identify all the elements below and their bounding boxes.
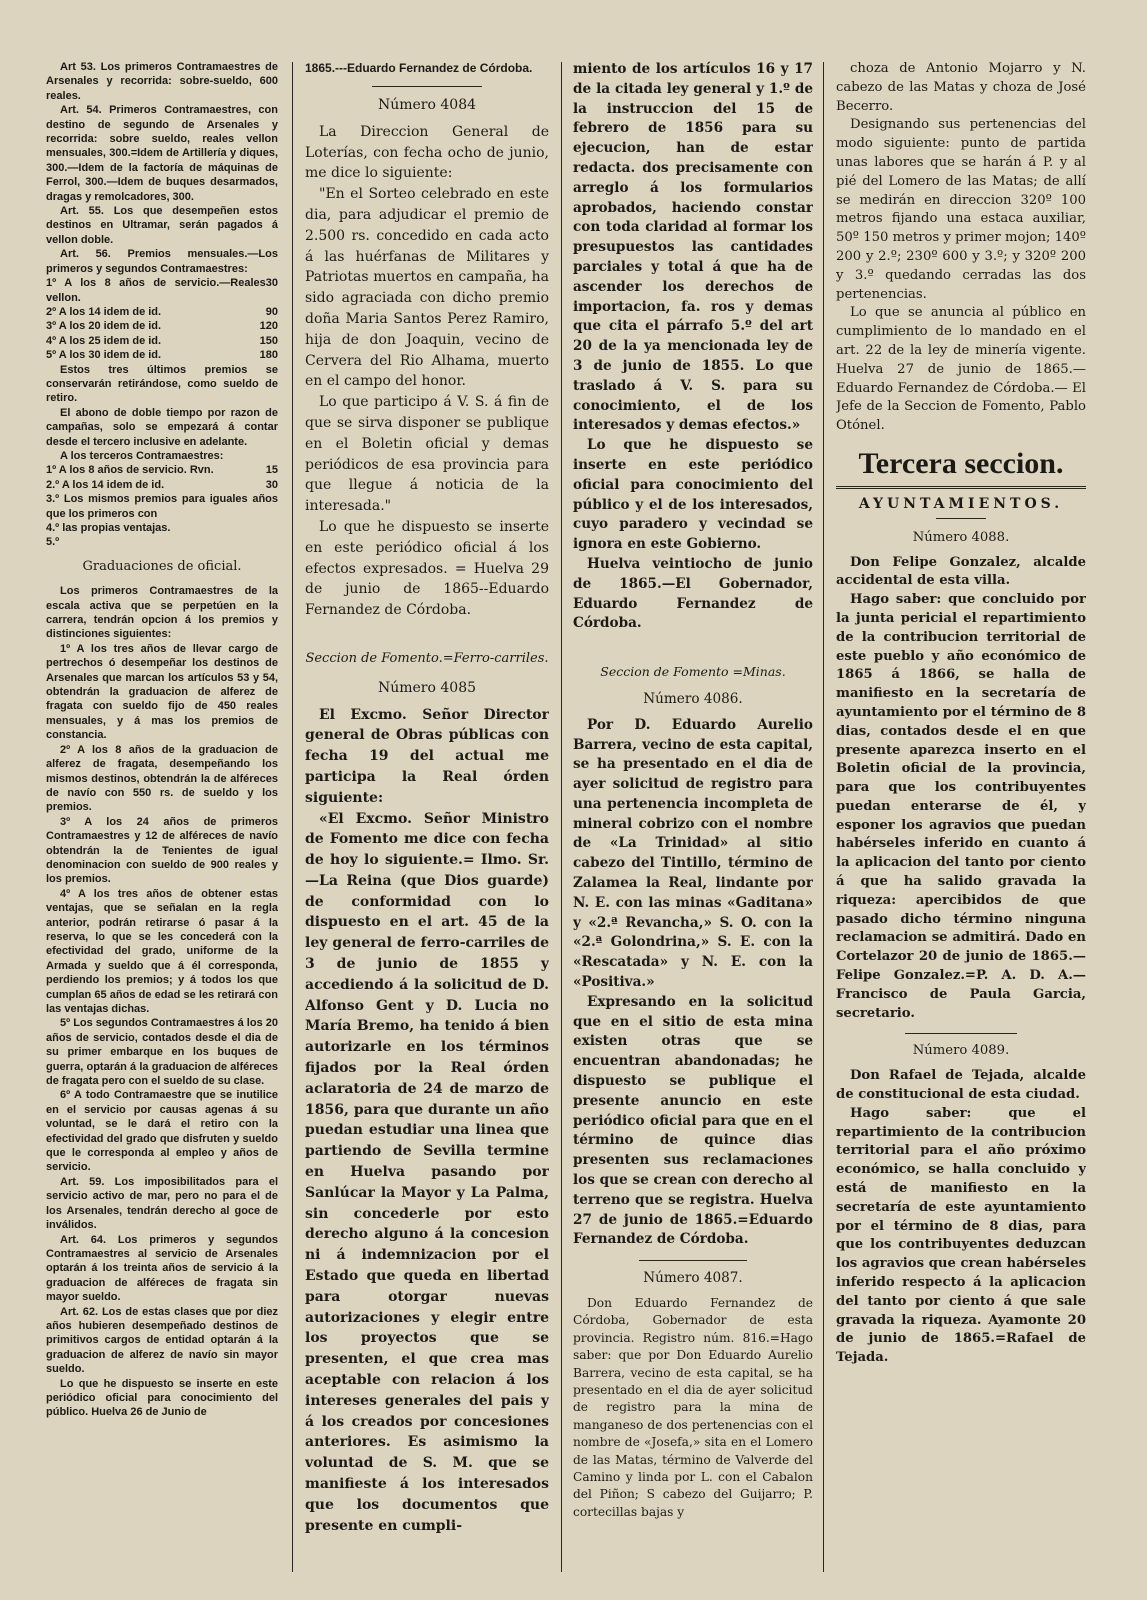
notice-number: Número 4088. <box>912 529 1010 545</box>
article-paragraph: El abono de doble tiempo por razon de campañas, solo se empezará á contar desde el tercero inclusive en adelante. <box>46 406 278 448</box>
premium-row: 5º A los 30 idem de id. 180 <box>46 349 278 362</box>
notice-number: Número 4089. <box>912 1043 1010 1059</box>
premium-note: 3.º Los mismos premios para iguales años que los primeros con <box>46 493 278 520</box>
divider <box>372 86 482 87</box>
notice-paragraph: Lo que se anuncia al público en cumplimiento de lo mandado en el art. 22 de la ley de minería vigente. Huelva 27 de junio de 1865.— Eduardo Fernandez de Córdoba.— El Jefe de la Seccion de Fomento, Pablo Otónel. <box>836 305 1086 434</box>
section-label: Seccion de Fomento.=Ferro-carriles. <box>305 650 549 666</box>
article-paragraph: Lo que he dispuesto se inserte en este periódico oficial para conocimiento del público. Huelva 26 de Junio de <box>46 1377 278 1419</box>
article-paragraph: Art. 64. Los primeros y segundos Contramaestres al servicio de Arsenales optarán á los treinta años de servicio á la graduacion de alféreces de fragata sin mayor sueldo. <box>46 1233 278 1304</box>
article-paragraph: Art. 54. Primeros Contramaestres, con destino de segundo de Arsenales y recorrida: sobre sueldo, reales vellon mensuales, 300.=Idem de Artillería y diques, 300.—Idem de la factoría de máquinas de Ferrol, 300.—Idem de buques desarmados, dragas y remolcadores, 300. <box>46 104 278 203</box>
divider <box>936 518 986 519</box>
column-4 <box>836 60 1086 1578</box>
section-subheading: AYUNTAMIENTOS. <box>858 495 1064 512</box>
column-2 <box>305 60 549 1578</box>
section-heading: Tercera seccion. <box>836 446 1086 489</box>
column-rule <box>561 62 562 1572</box>
article-paragraph: Art 53. Los primeros Contramaestres de Arsenales y recorrida: sobre-sueldo, 600 reales. <box>46 61 278 102</box>
premium-row: 2º A los 14 idem de id. 90 <box>46 305 278 318</box>
notice-paragraph: Lo que participo á V. S. á fin de que se sirva disponer se publique en el Boletin oficial y demas periódicos de esa provincia para que llegue á noticia de la interesada." <box>305 394 549 515</box>
premium-row: 3º A los 20 idem de id. 120 <box>46 320 278 333</box>
notice-paragraph: Por D. Eduardo Aurelio Barrera, vecino de esta capital, se ha presentado en el dia de ayer solicitud de registro para una pertenencia incompleta de mineral cobrizo con el nombre de «La Trinidad» al sitio cabezo del Tintillo, término de Zalamea la Real, lindante por N. E. con las minas «Gaditana» y «2.ª Revancha,» S. O. con la «2.ª Golondrina,» S. E. con la «Rescatada» y N. E. con la «Positiva.» <box>573 716 813 991</box>
article-paragraph: 2º A los 8 años de la graduacion de alferez de fragata, desempeñando los mismos destinos, obtendrán la de alféreces de navío con 550 rs. de sueldo y los premios. <box>46 743 278 814</box>
column-1 <box>46 60 278 1578</box>
section-title: Graduaciones de oficial. <box>82 558 242 574</box>
signature-line: 1865.---Eduardo Fernandez de Córdoba. <box>305 61 533 75</box>
article-paragraph: 1º A los tres años de llevar cargo de pertrechos ó desempeñar los destinos de Arsenales que marcan los artículos 53 y 54, obtendrán la graduacion de alferez de fragata con sueldo fijo de 450 reales mensuales, y á mas los premios de constancia. <box>46 642 278 742</box>
notice-paragraph: miento de los artículos 16 y 17 de la citada ley general y 1.º de la instruccion del 15 de febrero de 1856 para su ejecucion, han de estar redacta. dos precisamente con arreglo á los formularios aprobados, haciendo constar con toda claridad al formar los presupuestos las cantidades parciales y total á que ha de ascender los derechos de importacion, fa. ros y demas que cita el párrafo 5.º del art 20 de la ya mencionada ley de 3 de junio de 1855. Lo que traslado á V. S. para su conocimiento, el de los interesados y demas efectos.» <box>573 61 813 434</box>
premium-note: 5.º <box>46 536 60 549</box>
divider <box>639 1260 747 1261</box>
divider <box>905 1033 1018 1034</box>
article-paragraph: A los terceros Contramaestres: <box>60 449 224 462</box>
premium-row: 1º A los 8 años de servicio.—Reales vellon. 30 <box>46 277 278 304</box>
notice-paragraph: El Excmo. Señor Director general de Obras públicas con fecha 19 del actual me participa la Real órden siguiente: <box>305 706 549 806</box>
notice-paragraph: Hago saber: que el repartimiento de la contribucion territorial para el año próximo económico, se halla concluido y está de manifiesto en la secretaría de este ayuntamiento por el término de 8 dias, para que los contribuyentes deduzcan los agravios que crean habérseles inferido respecto á la aplicacion del tanto por ciento á que sale gravada la riqueza. Ayamonte 20 de junio de 1865.=Rafael de Tejada. <box>836 1105 1086 1366</box>
notice-number: Número 4084 <box>377 97 477 113</box>
article-paragraph: 4º A los tres años de obtener estas ventajas, que se señalan en la regla anterior, podrán retirarse ó pasar á la reserva, lo que se les concederá con la efectividad del grado, uniforme de la Armada y sueldo que á él corresponda, perdiendo los premios; y á todos los que cumplan 65 años de edad se les retirará con las ventajas dichas. <box>46 887 278 1015</box>
notice-paragraph: Don Felipe Gonzalez, alcalde accidental de esta villa. <box>836 554 1086 589</box>
notice-paragraph: Huelva veintiocho de junio de 1865.—El Gobernador, Eduardo Fernandez de Córdoba. <box>573 555 813 632</box>
notice-paragraph: Designando sus pertenencias del modo siguiente: punto de partida unas labores que se harán á P. y al pié del Lomero de las Matas; de allí se medirán en direccion 320º 100 metros fijando una estaca auxiliar, 50º 150 metros y primer mojon; 140º 200 y 2.º; 230º 600 y 3.º; y 320º 200 y 3.º quedando cerradas las dos pertenencias. <box>836 117 1086 302</box>
notice-paragraph: Expresando en la solicitud que en el sitio de esta mina existen otras que se encuentran abandonadas; he dispuesto se publique el presente anuncio en este periódico oficial para que en el término de quince dias presenten sus reclamaciones los que se crean con derecho al terreno que se registra. Huelva 27 de junio de 1865.=Eduardo Fernandez de Córdoba. <box>573 993 813 1248</box>
notice-number: Número 4087. <box>643 1270 743 1287</box>
article-paragraph: Art. 59. Los imposibilitados para el servicio activo de mar, pero no para el de los Arsenales, tendrán derecho al goce de inválidos. <box>46 1175 278 1232</box>
premium-row: 2.º A los 14 idem de id. 30 <box>46 478 278 491</box>
notice-paragraph: Lo que he dispuesto se inserte en este periódico oficial para conocimiento del público y el de los interesados, cuyo paradero y vecindad se ignora en este Gobierno. <box>573 437 813 553</box>
article-paragraph: Los primeros Contramaestres de la escala activa que se perpetúen en la carrera, tendrán opcion á los premios y distinciones siguientes: <box>46 585 278 641</box>
column-rule <box>292 62 293 1572</box>
premium-row: 1º A los 8 años de servicio. Rvn. 15 <box>46 464 278 477</box>
column-3 <box>573 60 813 1578</box>
premium-row: 4º A los 25 idem de id. 150 <box>46 334 278 347</box>
notice-paragraph: choza de Antonio Mojarro y N. cabezo de las Matas y choza de José Becerro. <box>836 61 1086 114</box>
article-paragraph: 6º A todo Contramaestre que se inutilice en el servicio por causas agenas á su voluntad, se le dará el retiro con la efectividad del grado que disfruten y sueldo que le corresponda al empleo y años de servicio. <box>46 1089 278 1174</box>
notice-paragraph: La Direccion General de Loterías, con fecha ocho de junio, me dice lo siguiente: <box>305 123 549 182</box>
notice-paragraph: «El Excmo. Señor Ministro de Fomento me dice con fecha de hoy lo siguiente.= Ilmo. Sr.—La Reina (que Dios guarde) de conformidad con lo dispuesto en el art. 45 de la ley general de ferro-carriles de 3 de junio de 1855 y accediendo á la solicitud de D. Alfonso Gent y D. Lucia no María Bremo, ha tenido á bien autorizarle en los términos fijados por la Real órden aclaratoria de 24 de marzo de 1856, para que durante un año puedan estudiar una linea que partiendo de Sevilla termine en Huelva pasando por Sanlúcar la Mayor y La Palma, sin concederle por esto derecho alguno á la concesion ni á indemnizacion por el Estado que queda en libertad para otorgar nuevas autorizaciones y elegir entre los proyectos que se presenten, el que crea mas aceptable con relacion á los intereses generales del pais y á los creados por concesiones anteriores. Es asimismo la voluntad de S. M. que se manifieste á los interesados que los documentos que presente en cumpli- <box>305 810 549 1534</box>
notice-paragraph: Don Rafael de Tejada, alcalde de constitucional de esta ciudad. <box>836 1068 1086 1103</box>
section-label: Seccion de Fomento =Minas. <box>600 664 786 680</box>
article-paragraph: Art. 55. Los que desempeñen estos destinos en Ultramar, serán pagados á vellon doble. <box>46 205 278 246</box>
article-paragraph: Art. 62. Los de estas clases que por diez años hubieren desempeñado destinos de primitivos cargos de entidad optarán á la graduacion de alferez de navío sin mayor sueldo. <box>46 1305 278 1376</box>
article-paragraph: Estos tres últimos premios se conservarán retirándose, como sueldo de retiro. <box>46 363 278 405</box>
premium-note: 4.º las propias ventajas. <box>46 522 171 534</box>
notice-paragraph: Don Eduardo Fernandez de Córdoba, Gobernador de esta provincia. Registro núm. 816.=Hago saber: que por Don Eduardo Aurelio Barrera, vecino de esta capital, se ha presentado en el dia de ayer solicitud de registro para la mina de manganeso de dos pertenencias con el nombre de «Josefa,» sita en el Lomero de las Matas, término de Valverde del Camino y linda por L. con el Cabalon del Piñon; S cabezo del Guijarro; P. cortecillas bajas y <box>573 1296 813 1519</box>
notice-number: Número 4086. <box>643 690 743 707</box>
notice-paragraph: "En el Sorteo celebrado en este dia, para adjudicar el premio de 2.500 rs. concedido en cada acto á las huérfanas de Militares y Patriotas muertos en campaña, ha sido agraciada con dicho premio doña Maria Santos Perez Ramiro, hija de don Joaquin, vecino de Cervera del Rio Alhama, muerto en el campo del honor. <box>305 186 549 390</box>
article-paragraph: 5º Los segundos Contramaestres á los 20 años de servicio, contados desde el dia de su primer embarque en los buques de guerra, optarán á la graduacion de alféreces de fragata pero con el sueldo de su clase. <box>46 1017 278 1088</box>
article-paragraph: 3º A los 24 años de primeros Contramaestres y 12 de alféreces de navío obtendrán la de Tenientes de igual denominacion con sueldo de 900 reales y los premios. <box>46 815 278 886</box>
column-rule <box>823 62 824 1572</box>
notice-paragraph: Lo que he dispuesto se inserte en este periódico oficial á los efectos expresados. = Huelva 29 de junio de 1865--Eduardo Fernandez de Córdoba. <box>305 518 549 619</box>
article-paragraph: Art. 56. Premios mensuales.—Los primeros y segundos Contramaestres: <box>46 248 278 275</box>
notice-paragraph: Hago saber: que concluido por la junta pericial el repartimiento de la contribucion territorial de este pueblo y año económico de 1865 á 1866, se halla de manifiesto en la secretaría de ayuntamiento por el término de 8 dias, contados desde el en que presente aparezca inserto en el Boletin oficial de la provincia, para que los contribuyentes puedan enterarse de él, y esponer los agravios que puedan habérseles inferido en cuanto á la aplicacion del tanto por ciento á que ha salido gravada la riqueza: apercibidos de que pasado dicho término ninguna reclamacion se admitirá. Dado en Cortelazor 20 de junio de 1865.— Felipe Gonzalez.=P. A. D. A.—Francisco de Paula Garcia, secretario. <box>836 592 1086 1021</box>
notice-number: Número 4085 <box>377 679 477 696</box>
